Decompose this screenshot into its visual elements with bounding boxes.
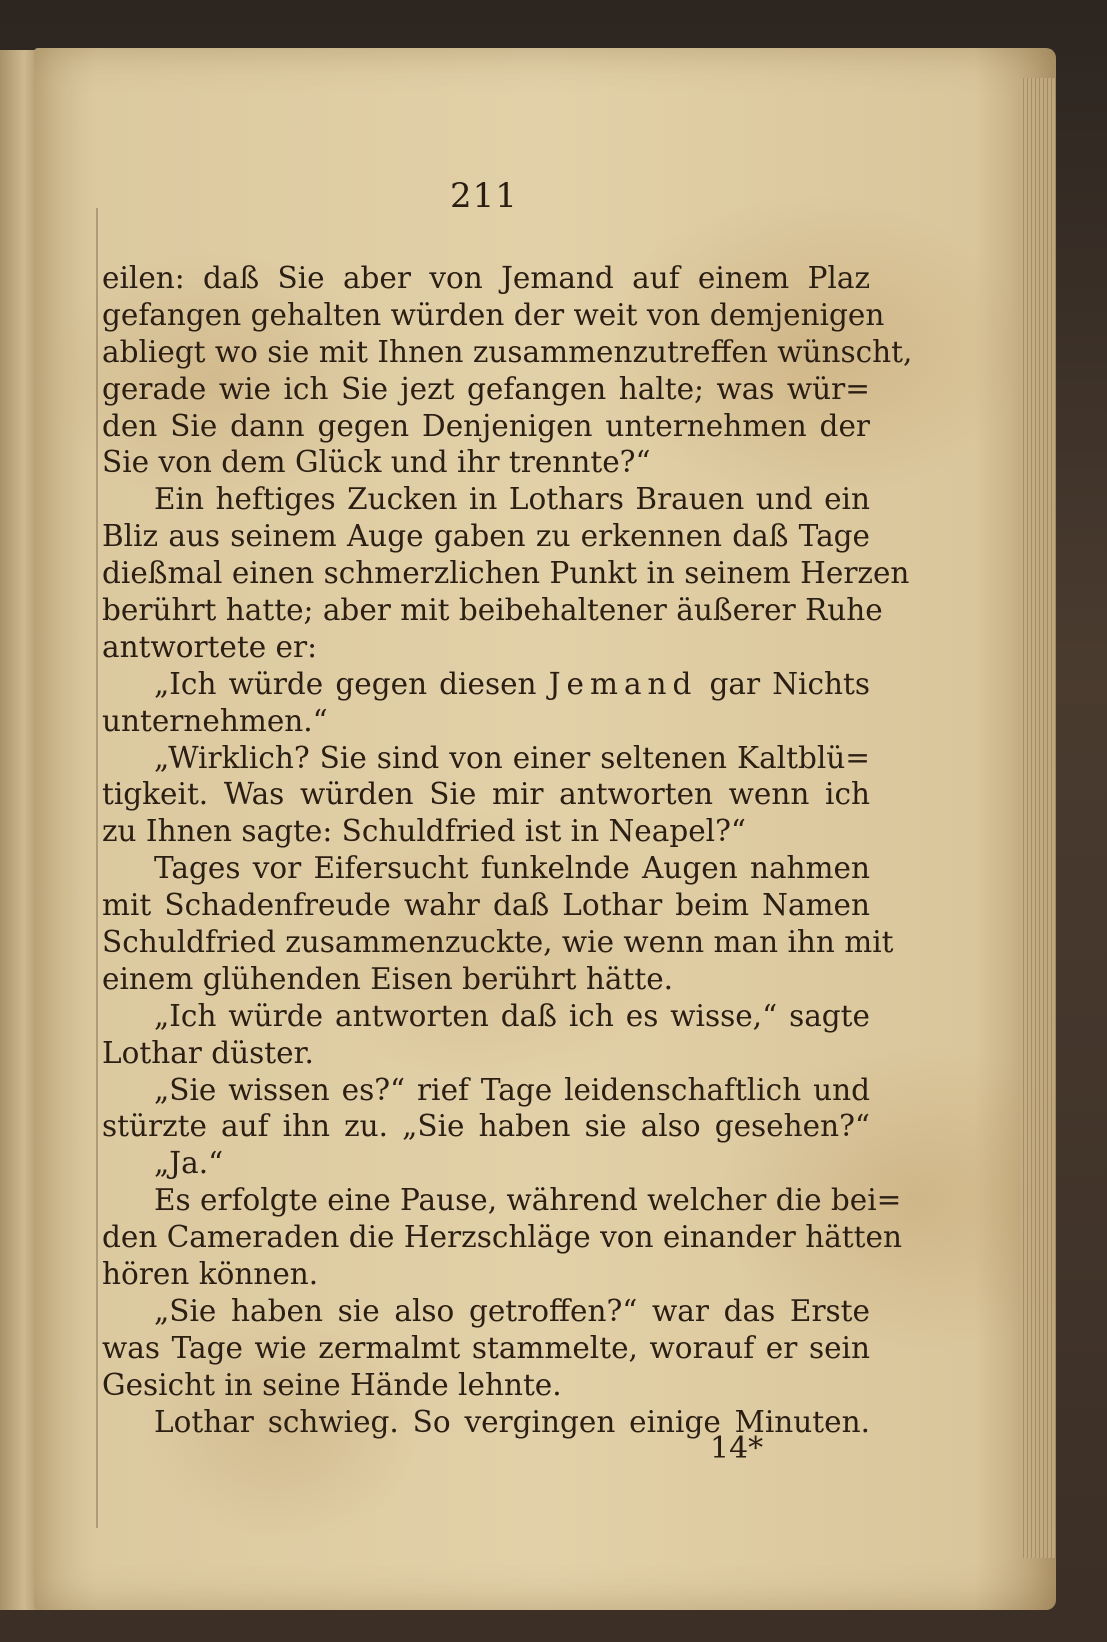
text-segment: „Ich würde gegen diesen: [154, 666, 537, 701]
text-line: hören können.: [102, 1257, 319, 1292]
text-line: berührt hatte; aber mit beibehaltener äußerer Ruhe: [102, 593, 883, 628]
text-line: „Ja.“: [154, 1146, 224, 1181]
book-page: [34, 48, 1056, 1610]
text-line: „Ich würde antworten daß ich es wisse,“ sagte: [154, 998, 870, 1033]
text-line: unternehmen.“: [102, 703, 328, 738]
text-line: einem glühenden Eisen berührt hätte.: [102, 961, 674, 996]
text-line: Es erfolgte eine Pause, während welcher die bei=: [154, 1183, 902, 1218]
text-segment: gar Nichts: [709, 666, 870, 701]
text-line: zu Ihnen sagte: Schuldfried ist in Neapel?“: [102, 814, 747, 849]
text-line: Schuldfried zusammenzuckte, wie wenn man ihn mit: [102, 925, 894, 960]
emphasized-word: Jemand: [548, 666, 698, 701]
text-line: abliegt wo sie mit Ihnen zusammenzutreffen wünscht,: [102, 334, 913, 369]
gutter-line: [96, 208, 98, 1528]
text-line: eilen: daß Sie aber von Jemand auf einem Plaz: [102, 261, 870, 295]
text-line: Lothar düster.: [102, 1035, 314, 1070]
text-line: Sie von dem Glück und ihr trennte?“: [102, 445, 651, 480]
text-line: was Tage wie zermalmt stammelte, worauf er sein: [102, 1330, 870, 1365]
text-line: Bliz aus seinem Auge gaben zu erkennen daß Tage: [102, 519, 870, 554]
text-line: den Cameraden die Herzschläge von einander hätten: [102, 1220, 902, 1255]
text-line: dießmal einen schmerzlichen Punkt in seinem Herzen: [102, 556, 910, 591]
text-line: „Wirklich? Sie sind von einer seltenen Kaltblü=: [154, 740, 870, 775]
text-line: Lothar schwieg. So vergingen einige Minuten.: [154, 1404, 870, 1439]
page-edges: [1020, 78, 1056, 1558]
text-line: Gesicht in seine Hände lehnte.: [102, 1367, 562, 1402]
text-line-spaced: [102, 666, 870, 703]
page-number: 211: [450, 176, 518, 216]
text-line: „Sie wissen es?“ rief Tage leidenschaftlich und: [154, 1072, 870, 1107]
text-line: tigkeit. Was würden Sie mir antworten wenn ich: [102, 777, 870, 812]
text-line: gefangen gehalten würden der weit von demjenigen: [102, 297, 885, 332]
text-line: den Sie dann gegen Denjenigen unternehmen der: [102, 408, 870, 443]
text-line: Tages vor Eifersucht funkelnde Augen nahmen: [154, 851, 870, 886]
text-line: stürzte auf ihn zu. „Sie haben sie also gesehen?“: [102, 1109, 870, 1144]
text-line: mit Schadenfreude wahr daß Lothar beim Namen: [102, 888, 870, 923]
text-line: Ein heftiges Zucken in Lothars Brauen und ein: [154, 482, 870, 517]
text-line: antwortete er:: [102, 629, 318, 664]
text-line: gerade wie ich Sie jezt gefangen halte; was wür=: [102, 371, 870, 406]
body-text: [102, 260, 913, 1441]
printer-signature: 14*: [710, 1431, 764, 1466]
text-line: „Sie haben sie also getroffen?“ war das Erste: [154, 1293, 870, 1328]
